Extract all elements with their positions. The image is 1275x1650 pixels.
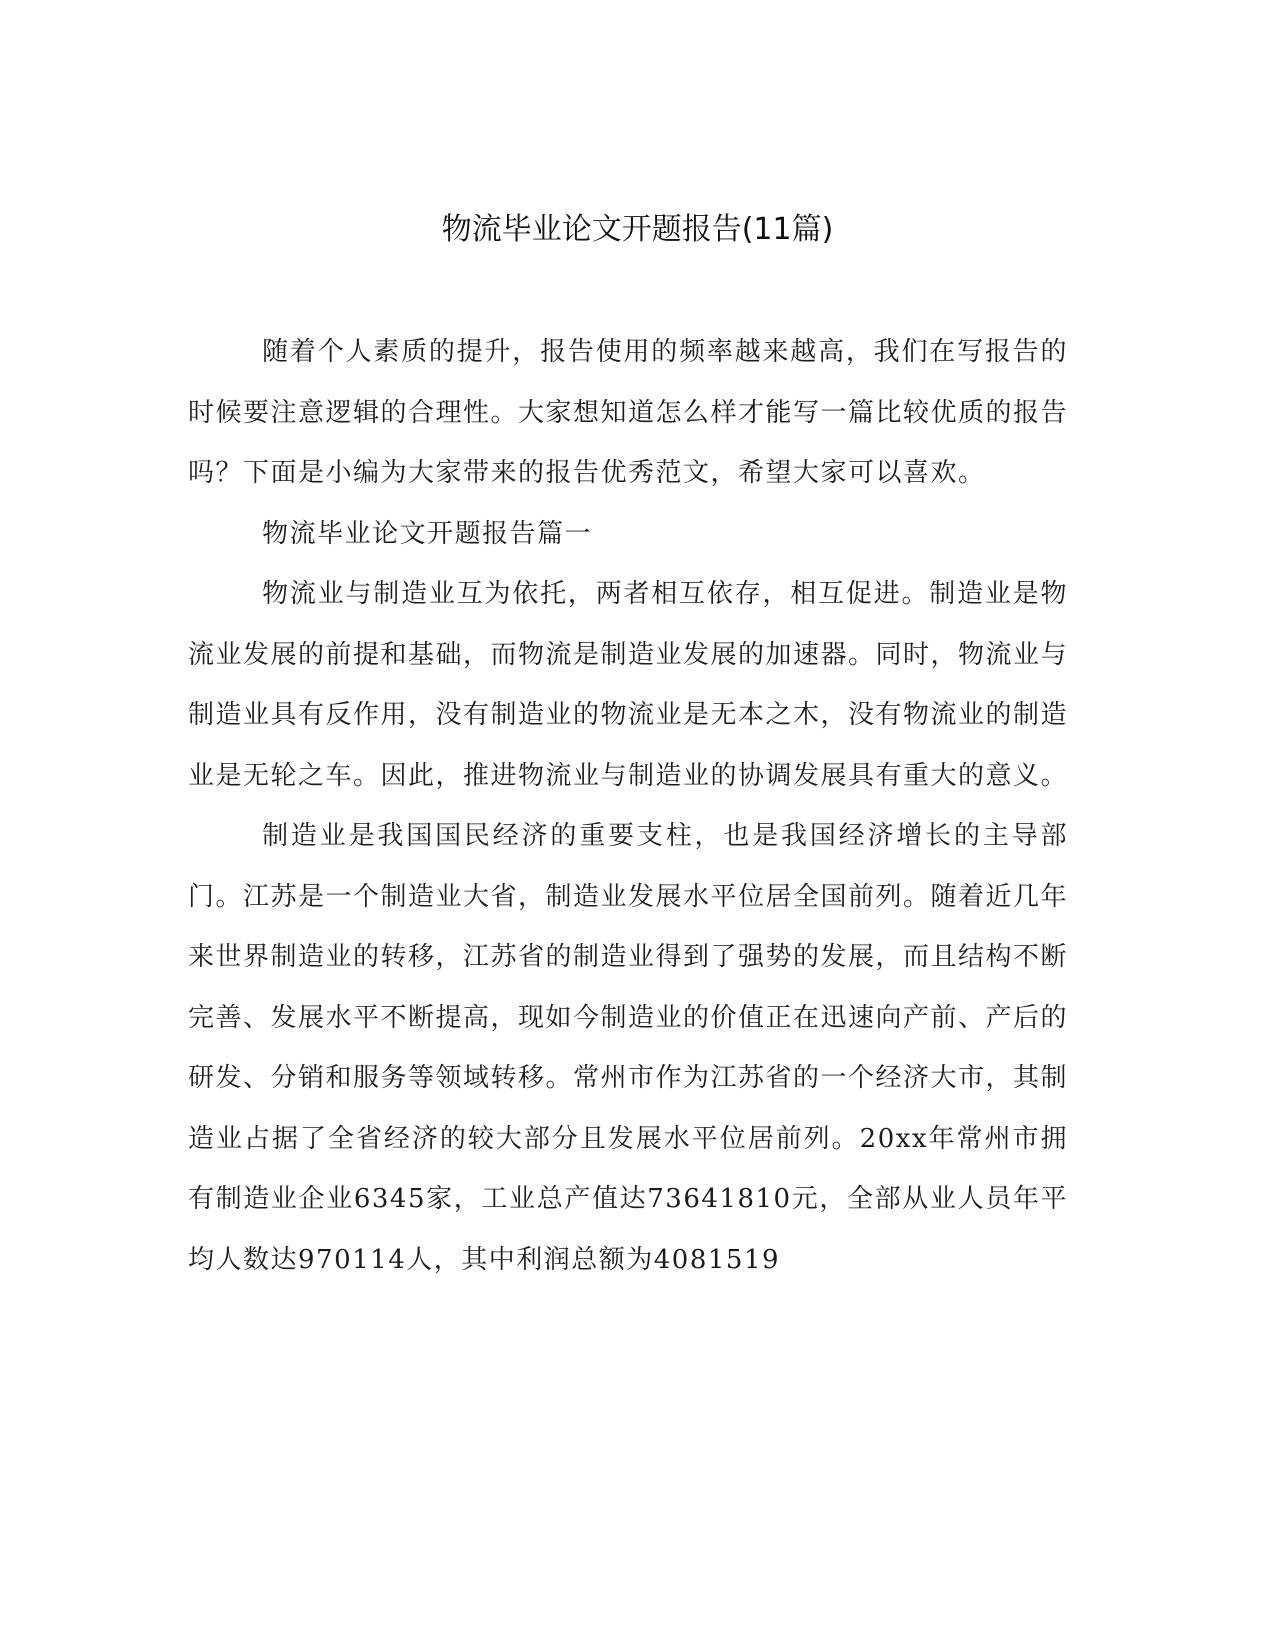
body-paragraph: 物流业与制造业互为依托，两者相互依存，相互促进。制造业是物流业发展的前提和基础，而物流是制造业发展的加速器。同时，物流业与制造业具有反作用，没有制造业的物流业是无本之木，没有物流业的制造业是无轮之车。因此，推进物流业与制造业的协调发展具有重大的意义。 bbox=[188, 579, 1069, 791]
document-body bbox=[188, 322, 1068, 1290]
body-paragraph: 制造业是我国国民经济的重要支柱，也是我国经济增长的主导部门。江苏是一个制造业大省，制造业发展水平位居全国前列。随着近几年来世界制造业的转移，江苏省的制造业得到了强势的发展，而且结构不断完善、发展水平不断提高，现如今制造业的价值正在迅速向产前、产后的研发、分销和服务等领域转移。常州市作为江苏省的一个经济大市，其制造业占据了全省经济的较大部分且发展水平位居前列。20xx年常州市拥有制造业企业6345家，工业总产值达73641810元，全部从业人员年平均人数达970114人，其中利润总额为4081519 bbox=[188, 821, 1069, 1275]
section-heading: 物流毕业论文开题报告篇一 bbox=[262, 518, 593, 549]
document-title: 物流毕业论文开题报告(11篇) bbox=[441, 212, 834, 247]
intro-paragraph: 随着个人素质的提升，报告使用的频率越来越高，我们在写报告的时候要注意逻辑的合理性。大家想知道怎么样才能写一篇比较优质的报告吗？下面是小编为大家带来的报告优秀范文，希望大家可以喜欢。 bbox=[188, 337, 1069, 488]
